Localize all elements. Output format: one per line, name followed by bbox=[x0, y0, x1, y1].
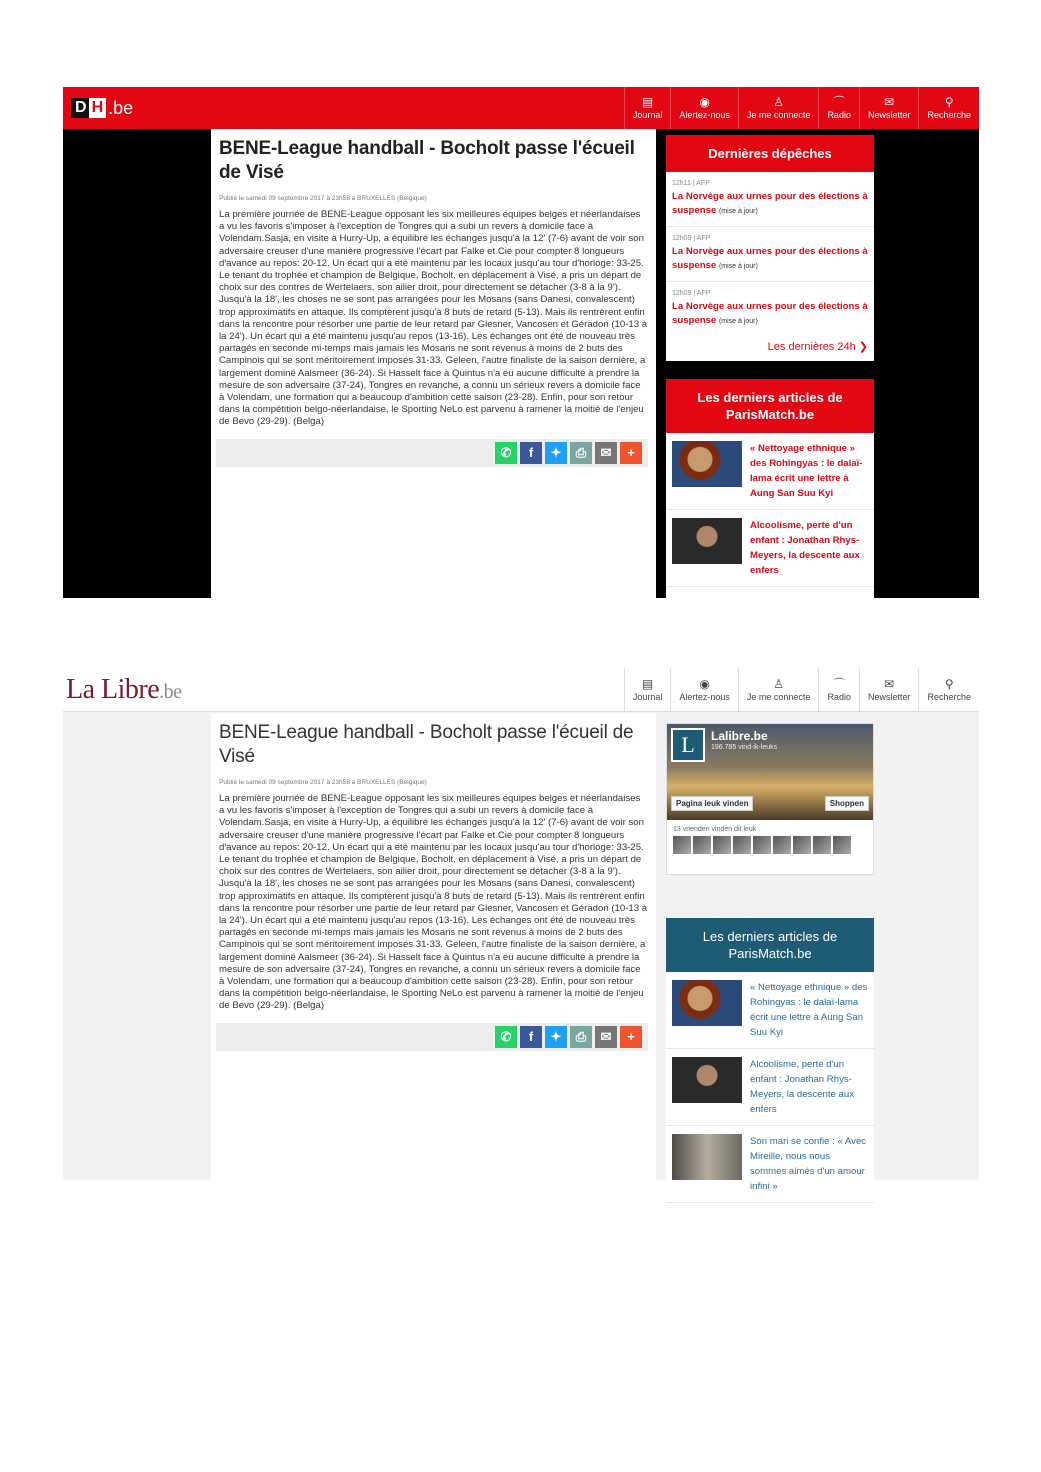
nav-alertez-nous[interactable]: ◉ Alertez-nous bbox=[670, 87, 738, 129]
envelope-icon: ✉ bbox=[884, 677, 895, 691]
nav-newsletter[interactable]: ✉ Newsletter bbox=[859, 87, 919, 129]
mail-icon[interactable]: ✉ bbox=[595, 1026, 617, 1048]
envelope-icon: ✉ bbox=[884, 95, 895, 109]
nav-alertez-nous[interactable]: ◉ Alertez-nous bbox=[670, 668, 738, 712]
share-bar bbox=[216, 1023, 648, 1051]
facebook-icon[interactable]: f bbox=[520, 1026, 542, 1048]
facebook-page-name[interactable]: Lalibre.be bbox=[711, 729, 768, 743]
avatar[interactable] bbox=[733, 836, 751, 854]
facebook-like-count: 196.785 vind-ik-leuks bbox=[711, 744, 778, 751]
parismatch-list bbox=[666, 972, 874, 1203]
user-icon: ♙ bbox=[773, 677, 785, 691]
dh-header bbox=[63, 87, 979, 129]
list-item[interactable]: Alcoolisme, perte d'un enfant : Jonathan Rhys-Meyers, la descente aux enfers bbox=[666, 1049, 874, 1126]
plus-icon[interactable]: + bbox=[620, 1026, 642, 1048]
avatar[interactable] bbox=[713, 836, 731, 854]
article bbox=[211, 129, 656, 598]
share-bar bbox=[216, 439, 648, 467]
camera-icon: ◉ bbox=[699, 95, 710, 109]
dh-screenshot bbox=[63, 87, 979, 598]
newspaper-icon: ▤ bbox=[641, 95, 654, 109]
user-icon: ♙ bbox=[773, 95, 785, 109]
parismatch-header: Les derniers articles de ParisMatch.be bbox=[666, 918, 874, 972]
camera-icon: ◉ bbox=[699, 677, 710, 691]
facebook-cover bbox=[667, 724, 873, 820]
nav-journal[interactable]: ▤ Journal bbox=[624, 87, 671, 129]
search-icon: ⚲ bbox=[944, 95, 954, 109]
article-title: BENE-League handball - Bocholt passe l'écueil de Visé bbox=[219, 722, 634, 767]
parismatch-list bbox=[666, 433, 874, 587]
twitter-icon[interactable]: ✦ bbox=[545, 1026, 567, 1048]
facebook-widget bbox=[666, 723, 874, 875]
whatsapp-icon[interactable]: ✆ bbox=[495, 442, 517, 464]
dh-logo[interactable]: D H .be bbox=[71, 98, 133, 118]
depeches-header: Dernières dépêches bbox=[666, 135, 874, 172]
article-meta: Publié le samedi 09 septembre 2017 à 23h58 à BRUXELLES (Belgique) bbox=[219, 779, 427, 786]
article-thumbnail bbox=[672, 1057, 742, 1103]
lalibre-nav bbox=[624, 668, 979, 710]
nav-newsletter[interactable]: ✉ Newsletter bbox=[859, 668, 919, 712]
facebook-icon[interactable]: f bbox=[520, 442, 542, 464]
nav-radio[interactable]: ⌒ Radio bbox=[818, 87, 859, 129]
lalibre-screenshot bbox=[63, 668, 979, 1192]
avatar[interactable] bbox=[693, 836, 711, 854]
facebook-like-button[interactable]: Pagina leuk vinden bbox=[671, 796, 753, 811]
search-icon: ⚲ bbox=[944, 677, 954, 691]
facebook-shop-button[interactable]: Shoppen bbox=[825, 796, 869, 811]
avatar[interactable] bbox=[813, 836, 831, 854]
list-item[interactable]: Alcoolisme, perte d'un enfant : Jonathan Rhys-Meyers, la descente aux enfers bbox=[666, 510, 874, 587]
parismatch-header: Les derniers articles de ParisMatch.be bbox=[666, 379, 874, 433]
list-item[interactable]: 12h09 | AFP La Norvège aux urnes pour des élections à suspense (mise à jour) bbox=[672, 290, 868, 326]
avatar[interactable] bbox=[793, 836, 811, 854]
list-item[interactable]: 12h11 | AFP La Norvège aux urnes pour des élections à suspense (mise à jour) bbox=[666, 172, 874, 227]
nav-login[interactable]: ♙ Je me connecte bbox=[738, 668, 819, 712]
article-thumbnail bbox=[672, 980, 742, 1026]
avatar[interactable] bbox=[673, 836, 691, 854]
lalibre-header bbox=[63, 668, 979, 712]
article-meta: Publié le samedi 09 septembre 2017 à 23h58 à BRUXELLES (Belgique) bbox=[219, 195, 427, 202]
print-icon[interactable]: ⎙ bbox=[570, 1026, 592, 1048]
lalibre-logo[interactable]: La Libre.be bbox=[66, 674, 182, 705]
list-item[interactable]: Son mari se confie : « Avec Mireille, nous nous sommes aimés d'un amour infini » bbox=[666, 1126, 874, 1203]
mail-icon[interactable]: ✉ bbox=[595, 442, 617, 464]
avatar[interactable] bbox=[833, 836, 851, 854]
nav-login[interactable]: ♙ Je me connecte bbox=[738, 87, 819, 129]
article-title: BENE-League handball - Bocholt passe l'écueil de Visé bbox=[219, 138, 635, 183]
facebook-friend-faces bbox=[667, 836, 873, 854]
avatar[interactable] bbox=[753, 836, 771, 854]
list-item[interactable]: 12h09 | AFP La Norvège aux urnes pour des élections à suspense (mise à jour) bbox=[666, 227, 874, 282]
dh-nav bbox=[624, 87, 979, 129]
headphones-icon: ⌒ bbox=[833, 677, 846, 691]
nav-radio[interactable]: ⌒ Radio bbox=[818, 668, 859, 712]
list-item[interactable]: « Nettoyage ethnique » des Rohingyas : le dalaï-lama écrit une lettre à Aung San Suu Kyi bbox=[666, 972, 874, 1049]
nav-search[interactable]: ⚲ Recherche bbox=[918, 668, 979, 712]
whatsapp-icon[interactable]: ✆ bbox=[495, 1026, 517, 1048]
twitter-icon[interactable]: ✦ bbox=[545, 442, 567, 464]
facebook-friends-text: 13 vrienden vinden dit leuk bbox=[673, 826, 757, 833]
article-thumbnail bbox=[672, 441, 742, 487]
print-icon[interactable]: ⎙ bbox=[570, 442, 592, 464]
newspaper-icon: ▤ bbox=[641, 677, 654, 691]
list-item[interactable]: « Nettoyage ethnique » des Rohingyas : le dalaï-lama écrit une lettre à Aung San Suu Kyi bbox=[666, 433, 874, 510]
article-thumbnail bbox=[672, 518, 742, 564]
lalibre-fb-logo[interactable]: L bbox=[671, 728, 705, 762]
plus-icon[interactable]: + bbox=[620, 442, 642, 464]
lalibre-sidebar bbox=[666, 723, 874, 1192]
headphones-icon: ⌒ bbox=[833, 95, 846, 109]
dh-sidebar bbox=[666, 135, 874, 598]
nav-journal[interactable]: ▤ Journal bbox=[624, 668, 671, 712]
nav-search[interactable]: ⚲ Recherche bbox=[918, 87, 979, 129]
article bbox=[211, 713, 656, 1180]
article-thumbnail bbox=[672, 1134, 742, 1180]
more-24h-link[interactable]: Les dernières 24h ❯ bbox=[767, 341, 868, 353]
avatar[interactable] bbox=[773, 836, 791, 854]
article-body: La première journée de BENE-League opposant les six meilleures équipes belges et néerlandaises a vu les favoris s'imposer à l'exception de Tongres qui a subi un revers à domicile face à Volendam.Sasja, en visite à Hurry-Up, a équilibré les échanges jusqu'à la 12' (7-6) avant de voir son adversaire creuser d'une manière progressive l'écart par Falke et Cie pour compter 8 longueurs d'avance au repos: 20-12. Un écart qui a été maintenu par les locaux jusqu'au tour d'horloge: 33-25. Le tenant du trophée et champion de Belgique, Bocholt, en déplacement à Visé, a pris un départ de choix sur des contres de Wertelaers, son ailier droit, pour directement se détacher (3-8 à la 9'). Jusqu'à la 18', les choses ne se sont pas arrangées pour les Mosans (sans Danesi, convalescent) trop approximatifs en attaque. Ils comptèrent jusqu'à 8 buts de retard (5-13). Mais ils rentrèrent enfin dans la rencontre pour résorber une partie de leur retard par Glesner, Vancosen et Géradon (10-13 à la 24'). Un écart qui a été maintenu jusqu'au repos (13-16). Les échanges ont été de nouveau très partagés en seconde mi-temps mais jamais les Mosans ne sont revenus à moins de 2 buts des Campinois qui se sont méritoirement imposés 31-33. Geleen, l'autre finaliste de la saison dernière, a largement dominé Aalsmeer (36-24). Si Hasselt face à Quintus n'a eu aucune difficulté à prendre la mesure de son adversaire (37-24), Tongres en revanche, a connu un sérieux revers à domicile face à Volendam, une formation qui a beaucoup d'ambition cette saison (23-28). Enfin, pour son retour dans la compétition belgo-néerlandaise, le Sporting NeLo est parvenu à ramener la moitié de l'enjeu de Bevo (29-29). (Belga) bbox=[219, 793, 648, 1012]
article-body: La première journée de BENE-League opposant les six meilleures équipes belges et néerlandaises a vu les favoris s'imposer à l'exception de Tongres qui a subi un revers à domicile face à Volendam.Sasja, en visite à Hurry-Up, a équilibré les échanges jusqu'à la 12' (7-6) avant de voir son adversaire creuser d'une manière progressive l'écart par Falke et Cie pour compter 8 longueurs d'avance au repos: 20-12. Un écart qui a été maintenu par les locaux jusqu'au tour d'horloge: 33-25. Le tenant du trophée et champion de Belgique, Bocholt, en déplacement à Visé, a pris un départ de choix sur des contres de Wertelaers, son ailier droit, pour directement se détacher (3-8 à la 9'). Jusqu'à la 18', les choses ne se sont pas arrangées pour les Mosans (sans Danesi, convalescent) trop approximatifs en attaque. Ils comptèrent jusqu'à 8 buts de retard (5-13). Mais ils rentrèrent enfin dans la rencontre pour résorber une partie de leur retard par Glesner, Vancosen et Géradon (10-13 à la 24'). Un écart qui a été maintenu jusqu'au repos (13-16). Les échanges ont été de nouveau très partagés en seconde mi-temps mais jamais les Mosans ne sont revenus à moins de 2 buts des Campinois qui se sont méritoirement imposés 31-33. Geleen, l'autre finaliste de la saison dernière, a largement dominé Aalsmeer (36-24). Si Hasselt face à Quintus n'a eu aucune difficulté à prendre la mesure de son adversaire (37-24), Tongres en revanche, a connu un sérieux revers à domicile face à Volendam, une formation qui a beaucoup d'ambition cette saison (23-28). Enfin, pour son retour dans la compétition belgo-néerlandaise, le Sporting NeLo est parvenu à ramener la moitié de l'enjeu de Bevo (29-29). (Belga) bbox=[219, 209, 648, 428]
